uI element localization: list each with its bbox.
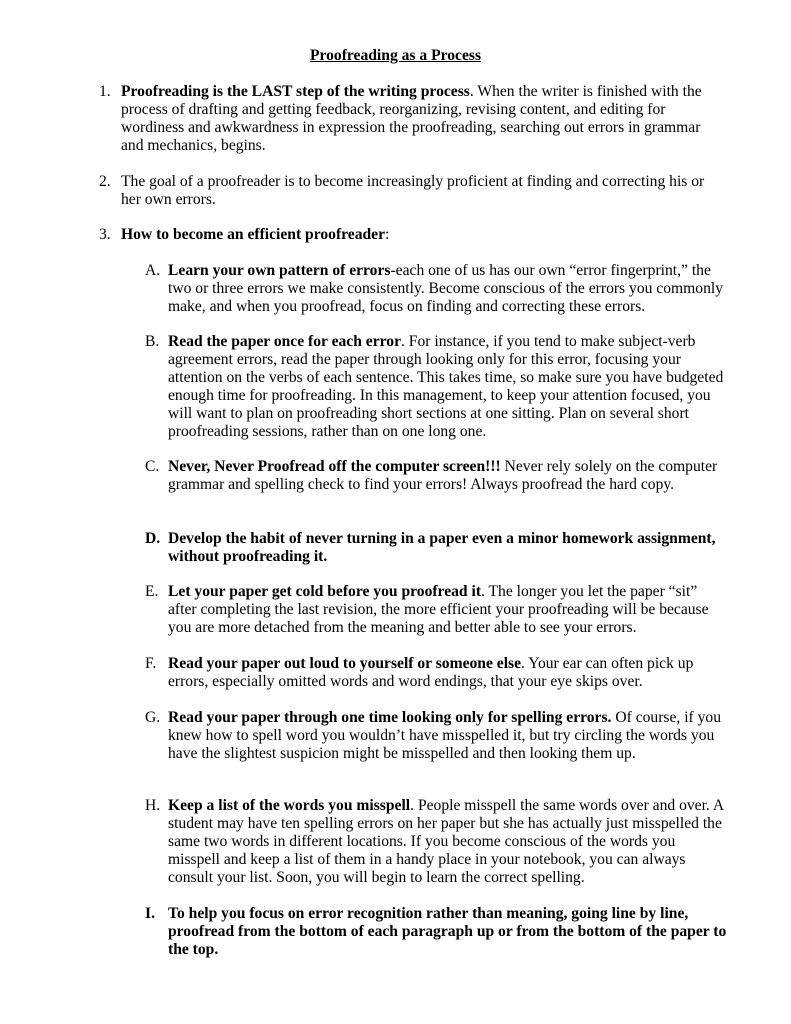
item-paragraph: [121, 226, 709, 244]
subitem-bold-lead: Read your paper through one time looking only for spelling errors.: [168, 709, 612, 726]
item-bold-lead: How to become an efficient proofreader: [121, 226, 386, 243]
subitem-paragraph: [168, 905, 728, 959]
item-number: 2.: [99, 173, 111, 190]
subitem-text: -each one of us has our own “error fingerprint,” the two or three errors we make consistently. Become conscious of the errors you commonly make, and when you proofread, focus on finding and correcting these errors.: [168, 262, 724, 315]
item-number: 1.: [99, 83, 111, 100]
subitem-text: . Your ear can often pick up errors, especially omitted words and word endings, that your eye skips over.: [168, 655, 694, 690]
subitem-paragraph: [168, 583, 728, 637]
subitem-letter: E.: [145, 583, 159, 600]
item-bold-lead: Proofreading is the LAST step of the writing process: [121, 83, 470, 100]
subitem-bold-lead: Keep a list of the words you misspell: [168, 797, 411, 814]
subitem-letter: F.: [145, 655, 157, 672]
subitem-text: . The longer you let the paper “sit” after completing the last revision, the more efficient your proofreading will be because you are more detached from the meaning and better able to see your errors.: [168, 583, 709, 636]
subitem-paragraph: [168, 530, 728, 566]
item-paragraph: [121, 173, 709, 209]
subitem-text: Never rely solely on the computer grammar and spelling check to find your errors! Always proofread the hard copy.: [168, 458, 718, 493]
subitem-letter: G.: [145, 709, 161, 726]
subitem-letter: A.: [145, 262, 161, 279]
subitem-letter: C.: [145, 458, 160, 475]
subitem-text: . For instance, if you tend to make subject-verb agreement errors, read the paper through looking only for this error, focusing your attention on the verbs of each sentence. This takes time, so make sure you have budgeted enough time for proofreading. In this management, to keep your attention focused, you will want to plan on proofreading short sections at one sitting. Plan on several short proofreading sessions, rather than on one long one.: [168, 333, 724, 440]
subitem-bold-lead: To help you focus on error recognition rather than meaning, going line by line, proofread from the bottom of each paragraph up or from the bottom of the paper to the top.: [168, 905, 727, 958]
item-text: The goal of a proofreader is to become increasingly proficient at finding and correcting his or her own errors.: [121, 173, 705, 208]
subitem-letter: D.: [145, 530, 161, 547]
item-text: :: [385, 226, 390, 243]
subitem-paragraph: [168, 458, 728, 494]
subitem-bold-lead: Never, Never Proofread off the computer screen!!!: [168, 458, 501, 475]
subitem-bold-lead: Develop the habit of never turning in a paper even a minor homework assignment, without proofreading it.: [168, 530, 716, 565]
subitem-paragraph: [168, 655, 728, 691]
subitem-paragraph: [168, 709, 728, 763]
subitem-bold-lead: Read your paper out loud to yourself or someone else: [168, 655, 522, 672]
subitem-bold-lead: Learn your own pattern of errors: [168, 262, 391, 279]
item-paragraph: [121, 83, 709, 155]
subitem-letter: B.: [145, 333, 160, 350]
subitem-bold-lead: Read the paper once for each error: [168, 333, 401, 350]
subitem-paragraph: [168, 333, 728, 441]
subitem-letter: I.: [145, 905, 155, 922]
document-title: Proofreading as a Process: [309, 47, 482, 64]
subitem-paragraph: [168, 797, 728, 887]
subitem-paragraph: [168, 262, 728, 316]
item-number: 3.: [99, 226, 111, 243]
item-text: . When the writer is finished with the process of drafting and getting feedback, reorganizing, revising content, and editing for wordiness and awkwardness in expression the proofreading, searching out errors in grammar and mechanics, begins.: [121, 83, 702, 154]
subitem-letter: H.: [145, 797, 161, 814]
subitem-text: Of course, if you knew how to spell word you wouldn’t have misspelled it, but try circling the words you have the slightest suspicion might be misspelled and then looking them up.: [168, 709, 722, 762]
subitem-bold-lead: Let your paper get cold before you proofread it: [168, 583, 482, 600]
subitem-text: . People misspell the same words over and over. A student may have ten spelling errors on her paper but she has actually just misspelled the same two words in different locations. If you become conscious of the words you misspell and keep a list of them in a handy place in your notebook, you can always consult your list. Soon, you will begin to learn the correct spelling.: [168, 797, 724, 886]
